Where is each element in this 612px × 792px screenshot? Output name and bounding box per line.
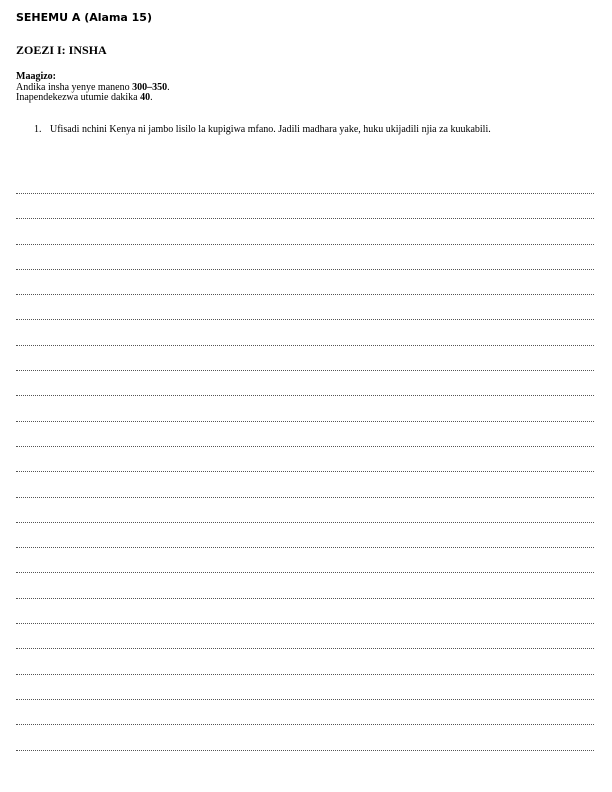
answer-lines[interactable] — [16, 193, 594, 775]
answer-line[interactable] — [16, 699, 594, 724]
answer-line[interactable] — [16, 319, 594, 344]
question-text: Ufisadi nchini Kenya ni jambo lisilo la kupigiwa mfano. Jadili madhara yake, huku ukijadili njia za kuukabili. — [50, 124, 491, 135]
section-title: SEHEMU A (Alama 15) — [16, 11, 152, 24]
answer-line[interactable] — [16, 547, 594, 572]
answer-line[interactable] — [16, 572, 594, 597]
answer-line[interactable] — [16, 370, 594, 395]
answer-line[interactable] — [16, 294, 594, 319]
answer-line[interactable] — [16, 395, 594, 420]
instructions — [16, 72, 170, 104]
answer-line[interactable] — [16, 648, 594, 673]
answer-line[interactable] — [16, 218, 594, 243]
exercise-title: ZOEZI I: INSHA — [16, 43, 107, 57]
answer-line[interactable] — [16, 471, 594, 496]
word-count-suffix: . — [167, 81, 170, 93]
time-suffix: . — [150, 92, 153, 103]
answer-line[interactable] — [16, 623, 594, 648]
answer-line[interactable] — [16, 598, 594, 623]
instructions-label: Maagizo: — [16, 71, 56, 82]
answer-line[interactable] — [16, 345, 594, 370]
answer-line[interactable] — [16, 193, 594, 218]
word-count-prefix: Andika insha yenye maneno — [16, 81, 133, 93]
answer-line[interactable] — [16, 750, 594, 775]
answer-line[interactable] — [16, 497, 594, 522]
answer-line[interactable] — [16, 446, 594, 471]
answer-line[interactable] — [16, 244, 594, 269]
question-1 — [34, 124, 604, 136]
instructions-time — [16, 93, 170, 104]
answer-line[interactable] — [16, 724, 594, 749]
answer-line[interactable] — [16, 269, 594, 294]
word-count-value: 300–350 — [132, 81, 168, 93]
question-number: 1. — [34, 124, 42, 135]
answer-line[interactable] — [16, 421, 594, 446]
answer-line[interactable] — [16, 674, 594, 699]
time-prefix: Inapendekezwa utumie dakika — [16, 92, 141, 103]
answer-line[interactable] — [16, 522, 594, 547]
time-value: 40 — [140, 92, 151, 103]
